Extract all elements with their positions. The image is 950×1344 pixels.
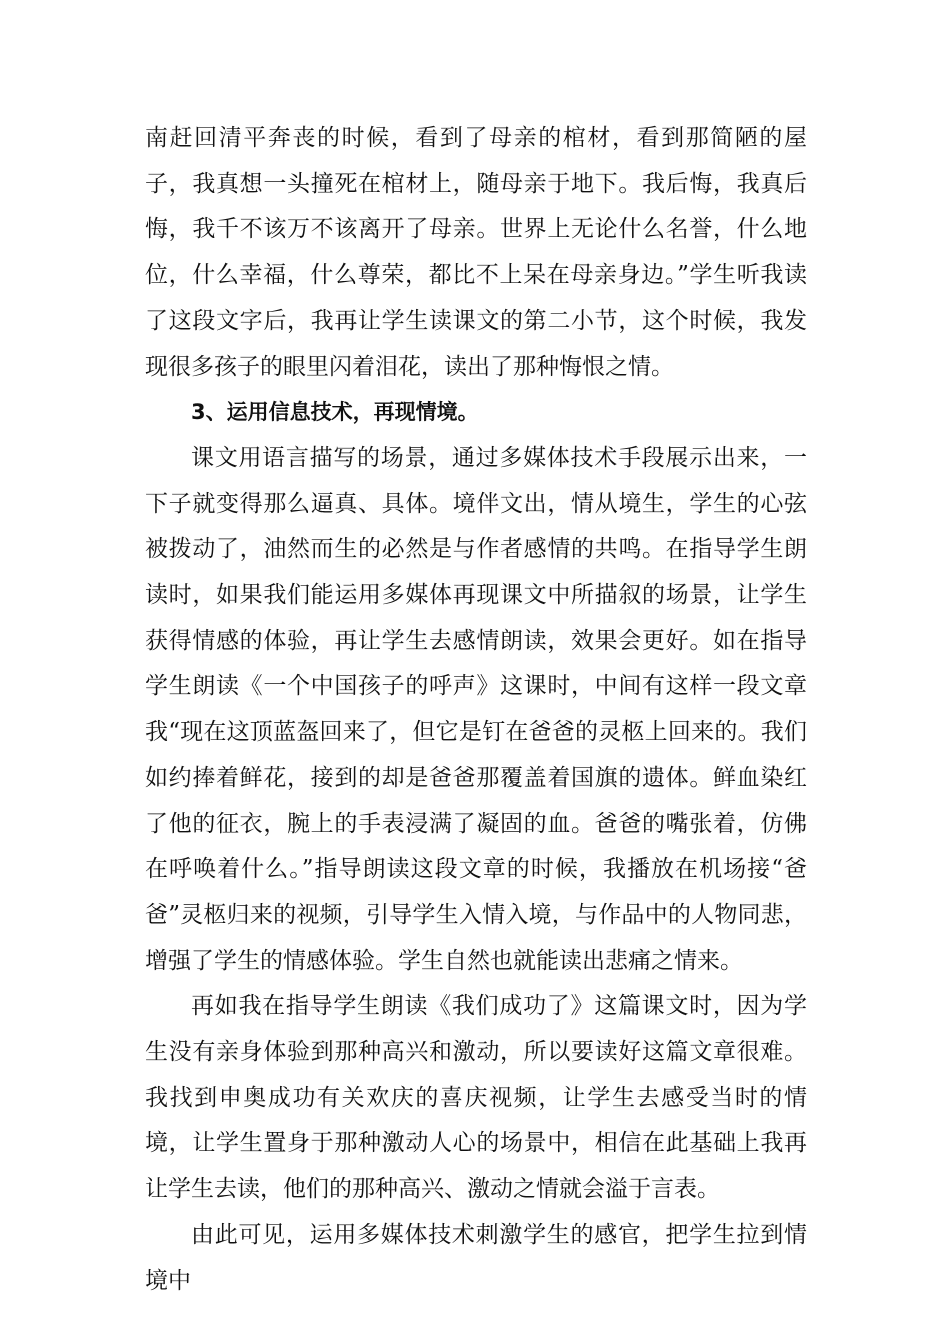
paragraph-multimedia-scenes: 课文用语言描写的场景，通过多媒体技术手段展示出来，一下子就变得那么逼真、具体。境伴文出，情从境生，学生的心弦被拨动了，油然而生的必然是与作者感情的共鸣。在指导学生朗读时，如果我们能运用多媒体再现课文中所描叙的场景，让学生获得情感的体验，再让学生去感情朗读，效果会更好。如在指导学生朗读《一个中国孩子的呼声》这课时，中间有这样一段文章我“现在这顶蓝盔回来了，但它是钉在爸爸的灵柩上回来的。我们如约捧着鲜花，接到的却是爸爸那覆盖着国旗的遗体。鲜血染红了他的征衣，腕上的手表浸满了凝固的血。爸爸的嘴张着，仿佛在呼唤着什么。”指导朗读这段文章的时候，我播放在机场接“爸爸”灵柩归来的视频，引导学生入情入境，与作品中的人物同悲，增强了学生的情感体验。学生自然也就能读出悲痛之情来。 bbox=[145, 444, 807, 974]
paragraph-continuation: 南赶回清平奔丧的时候，看到了母亲的棺材，看到那简陋的屋子，我真想一头撞死在棺材上，随母亲于地下。我后悔，我真后悔，我千不该万不该离开了母亲。世界上无论什么名誉，什么地位，什么幸福，什么尊荣，都比不上呆在母亲身边。”学生听我读了这段文字后，我再让学生读课文的第二小节，这个时候，我发现很多孩子的眼里闪着泪花，读出了那种悔恨之情。 bbox=[145, 125, 807, 380]
document-body bbox=[145, 116, 807, 1304]
section-heading: 3、运用信息技术，再现情境。 bbox=[191, 400, 479, 425]
paragraph-conclusion: 由此可见，运用多媒体技术刺激学生的感官，把学生拉到情境中 bbox=[145, 1221, 807, 1294]
paragraph-olympic-example: 再如我在指导学生朗读《我们成功了》这篇课文时，因为学生没有亲身体验到那种高兴和激动，所以要读好这篇文章很难。我找到申奥成功有关欢庆的喜庆视频，让学生去感受当时的情境，让学生置身于那种激动人心的场景中，相信在此基础上我再让学生去读，他们的那种高兴、激动之情就会溢于言表。 bbox=[145, 993, 807, 1203]
